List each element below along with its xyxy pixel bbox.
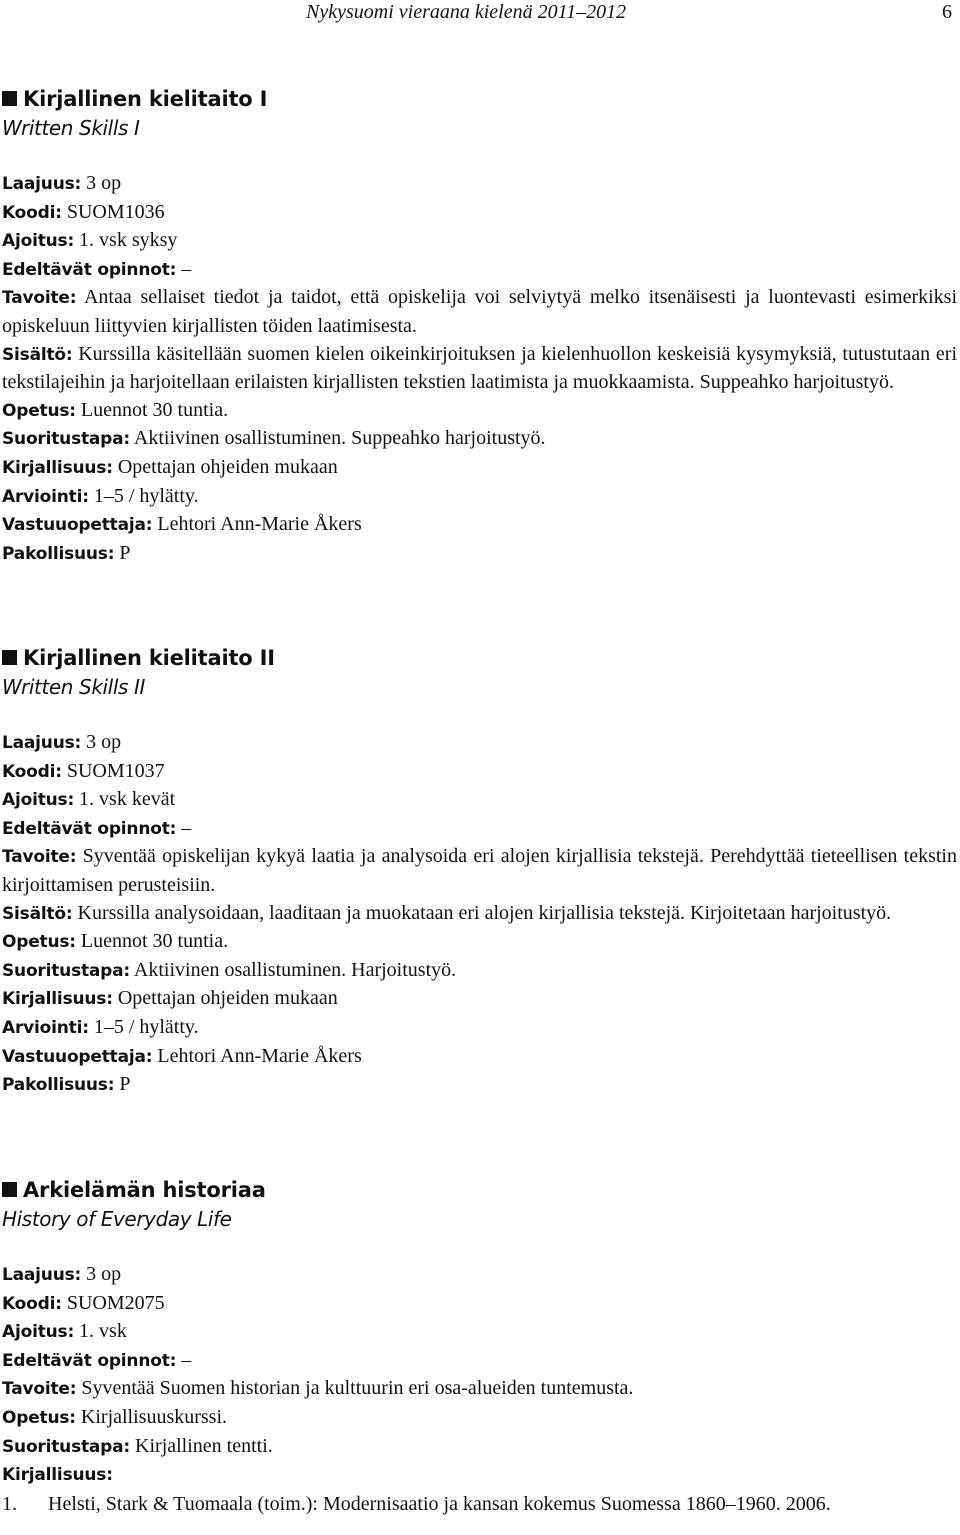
field-value: 1. vsk syksy — [74, 229, 178, 252]
field-label: Laajuus: — [2, 1265, 82, 1285]
field-pakollisuus — [2, 1071, 957, 1100]
field-label: Ajoitus: — [2, 790, 75, 811]
field-label: Opetus: — [2, 932, 76, 953]
course-title-text: Kirjallinen kielitaito I — [23, 87, 268, 111]
field-label: Sisältö: — [2, 903, 73, 924]
literature-item — [2, 1490, 957, 1518]
field-value: – — [176, 257, 192, 280]
field-value: 1–5 / hylätty. — [88, 484, 199, 507]
field-suoritustapa — [2, 957, 957, 986]
field-value: P — [114, 541, 131, 564]
field-arviointi — [2, 1014, 957, 1043]
field-label: Suoritustapa: — [2, 960, 131, 981]
field-opetus — [2, 397, 957, 426]
field-value: SUOM1036 — [61, 200, 165, 223]
field-value: 3 op — [81, 1263, 122, 1285]
field-value: P — [114, 1073, 131, 1096]
field-vastuuopettaja — [2, 1043, 957, 1072]
course-section — [2, 1175, 957, 1518]
field-label: Sisältö: — [2, 344, 73, 365]
field-value: Kurssilla analysoidaan, laaditaan ja muokataan eri alojen kirjallisia tekstejä. Kirjoitetaan harjoitustyö. — [72, 901, 892, 924]
course-section — [2, 84, 957, 568]
course-subtitle: History of Everyday Life — [2, 1207, 232, 1231]
field-label: Tavoite: — [2, 288, 77, 309]
field-koodi — [2, 758, 957, 787]
field-value: Lehtori Ann-Marie Åkers — [152, 513, 362, 536]
field-label: Suoritustapa: — [2, 429, 131, 450]
field-value: – — [176, 1348, 192, 1371]
field-opetus — [2, 1404, 957, 1433]
field-label: Kirjallisuus: — [2, 457, 113, 478]
field-label: Suoritustapa: — [2, 1436, 131, 1457]
field-label: Laajuus: — [2, 733, 82, 753]
field-value: Opettajan ohjeiden mukaan — [112, 455, 338, 478]
running-header-title: Nykysuomi vieraana kielenä 2011–2012 — [306, 1, 627, 23]
field-value: SUOM1037 — [61, 759, 165, 782]
course-title — [2, 84, 957, 114]
field-label: Ajoitus: — [2, 1322, 75, 1343]
literature-item-number: 1. — [2, 1492, 17, 1515]
field-vastuuopettaja — [2, 511, 957, 540]
field-label: Edeltävät opinnot: — [2, 259, 177, 280]
course-title — [2, 643, 957, 673]
field-label: Tavoite: — [2, 1379, 77, 1400]
field-value: 1. vsk — [74, 1320, 127, 1343]
field-sisalto — [2, 900, 957, 929]
course-title-text: Kirjallinen kielitaito II — [23, 646, 275, 670]
page-number: 6 — [942, 1, 952, 23]
field-label: Kirjallisuus: — [2, 989, 113, 1010]
field-value: 1–5 / hylätty. — [88, 1015, 199, 1038]
field-arviointi — [2, 483, 957, 512]
field-koodi — [2, 199, 957, 228]
field-label: Koodi: — [2, 761, 62, 782]
field-label: Arviointi: — [2, 486, 89, 507]
field-laajuus — [2, 1261, 957, 1290]
field-label: Vastuuopettaja: — [2, 1046, 153, 1067]
running-header — [0, 0, 960, 24]
field-value: Opettajan ohjeiden mukaan — [112, 987, 338, 1010]
field-value: Aktiivinen osallistuminen. Suppeahko harjoitustyö. — [130, 427, 546, 450]
field-laajuus — [2, 729, 957, 758]
field-tavoite — [2, 1375, 957, 1404]
field-value: Luennot 30 tuntia. — [75, 398, 229, 421]
field-label: Tavoite: — [2, 847, 77, 868]
square-bullet-icon — [2, 1182, 17, 1197]
field-laajuus — [2, 170, 957, 199]
field-value: 1. vsk kevät — [74, 788, 176, 811]
square-bullet-icon — [2, 650, 17, 665]
course-subtitle: Written Skills I — [2, 116, 140, 140]
field-value: Kirjallinen tentti. — [130, 1434, 273, 1457]
field-value: Syventää opiskelijan kykyä laatia ja analysoida eri alojen kirjallisia tekstejä. Perehdyttää tieteellisen tekstin kirjoittamisen perusteisiin. — [2, 845, 957, 896]
field-suoritustapa — [2, 425, 957, 454]
field-label: Edeltävät opinnot: — [2, 1350, 177, 1371]
field-value: Syventää Suomen historian ja kulttuurin eri osa-alueiden tuntemusta. — [76, 1377, 634, 1400]
field-value: Kirjallisuuskurssi. — [75, 1405, 228, 1428]
field-label: Koodi: — [2, 202, 62, 223]
field-edeltavat-opinnot — [2, 815, 957, 844]
field-kirjallisuus — [2, 454, 957, 483]
field-label: Koodi: — [2, 1293, 62, 1314]
course-title-text: Arkielämän historiaa — [23, 1178, 266, 1202]
field-label: Pakollisuus: — [2, 543, 115, 564]
field-label: Kirjallisuus: — [2, 1465, 113, 1486]
field-koodi — [2, 1290, 957, 1319]
field-label: Ajoitus: — [2, 231, 75, 252]
field-edeltavat-opinnot — [2, 1347, 957, 1376]
field-value: Kurssilla käsitellään suomen kielen oikeinkirjoituksen ja kielenhuollon keskeisiä kysymyksiä, tutustutaan eri tekstilajeihin ja harjoitellaan erilaisten kirjallisten tekstien laatimista ja muokkaamista. Suppeahko harjoitustyö. — [2, 342, 957, 394]
field-value: 3 op — [81, 172, 122, 194]
course-title — [2, 1175, 957, 1205]
literature-list — [2, 1490, 957, 1518]
field-label: Edeltävät opinnot: — [2, 818, 177, 839]
field-ajoitus — [2, 1318, 957, 1347]
field-tavoite — [2, 843, 957, 899]
field-label: Pakollisuus: — [2, 1075, 115, 1096]
field-kirjallisuus — [2, 985, 957, 1014]
field-tavoite — [2, 284, 957, 340]
field-value: SUOM2075 — [61, 1291, 165, 1314]
field-value: Aktiivinen osallistuminen. Harjoitustyö. — [130, 958, 457, 981]
field-label: Vastuuopettaja: — [2, 515, 153, 536]
field-opetus — [2, 928, 957, 957]
field-value: Antaa sellaiset tiedot ja taidot, että opiskelija voi selviytyä melko itsenäisesti ja luontevasti esimerkiksi opiskeluun liittyvien kirjallisten töiden laatimisesta. — [2, 286, 957, 337]
field-label: Arviointi: — [2, 1017, 89, 1038]
field-value: – — [176, 816, 192, 839]
field-ajoitus — [2, 786, 957, 815]
field-kirjallisuus — [2, 1461, 957, 1490]
field-value: Luennot 30 tuntia. — [75, 930, 229, 953]
field-edeltavat-opinnot — [2, 256, 957, 285]
field-suoritustapa — [2, 1433, 957, 1462]
field-value: Lehtori Ann-Marie Åkers — [152, 1044, 362, 1067]
field-label: Laajuus: — [2, 174, 82, 194]
field-sisalto — [2, 341, 957, 397]
field-pakollisuus — [2, 540, 957, 569]
field-label: Opetus: — [2, 1407, 76, 1428]
square-bullet-icon — [2, 91, 17, 106]
literature-item-text: Helsti, Stark & Tuomaala (toim.): Modernisaatio ja kansan kokemus Suomessa 1860–1960. 2006. — [48, 1492, 831, 1515]
course-section — [2, 643, 957, 1100]
field-label: Opetus: — [2, 400, 76, 421]
course-subtitle: Written Skills II — [2, 675, 145, 699]
field-ajoitus — [2, 227, 957, 256]
field-value: 3 op — [81, 731, 122, 753]
